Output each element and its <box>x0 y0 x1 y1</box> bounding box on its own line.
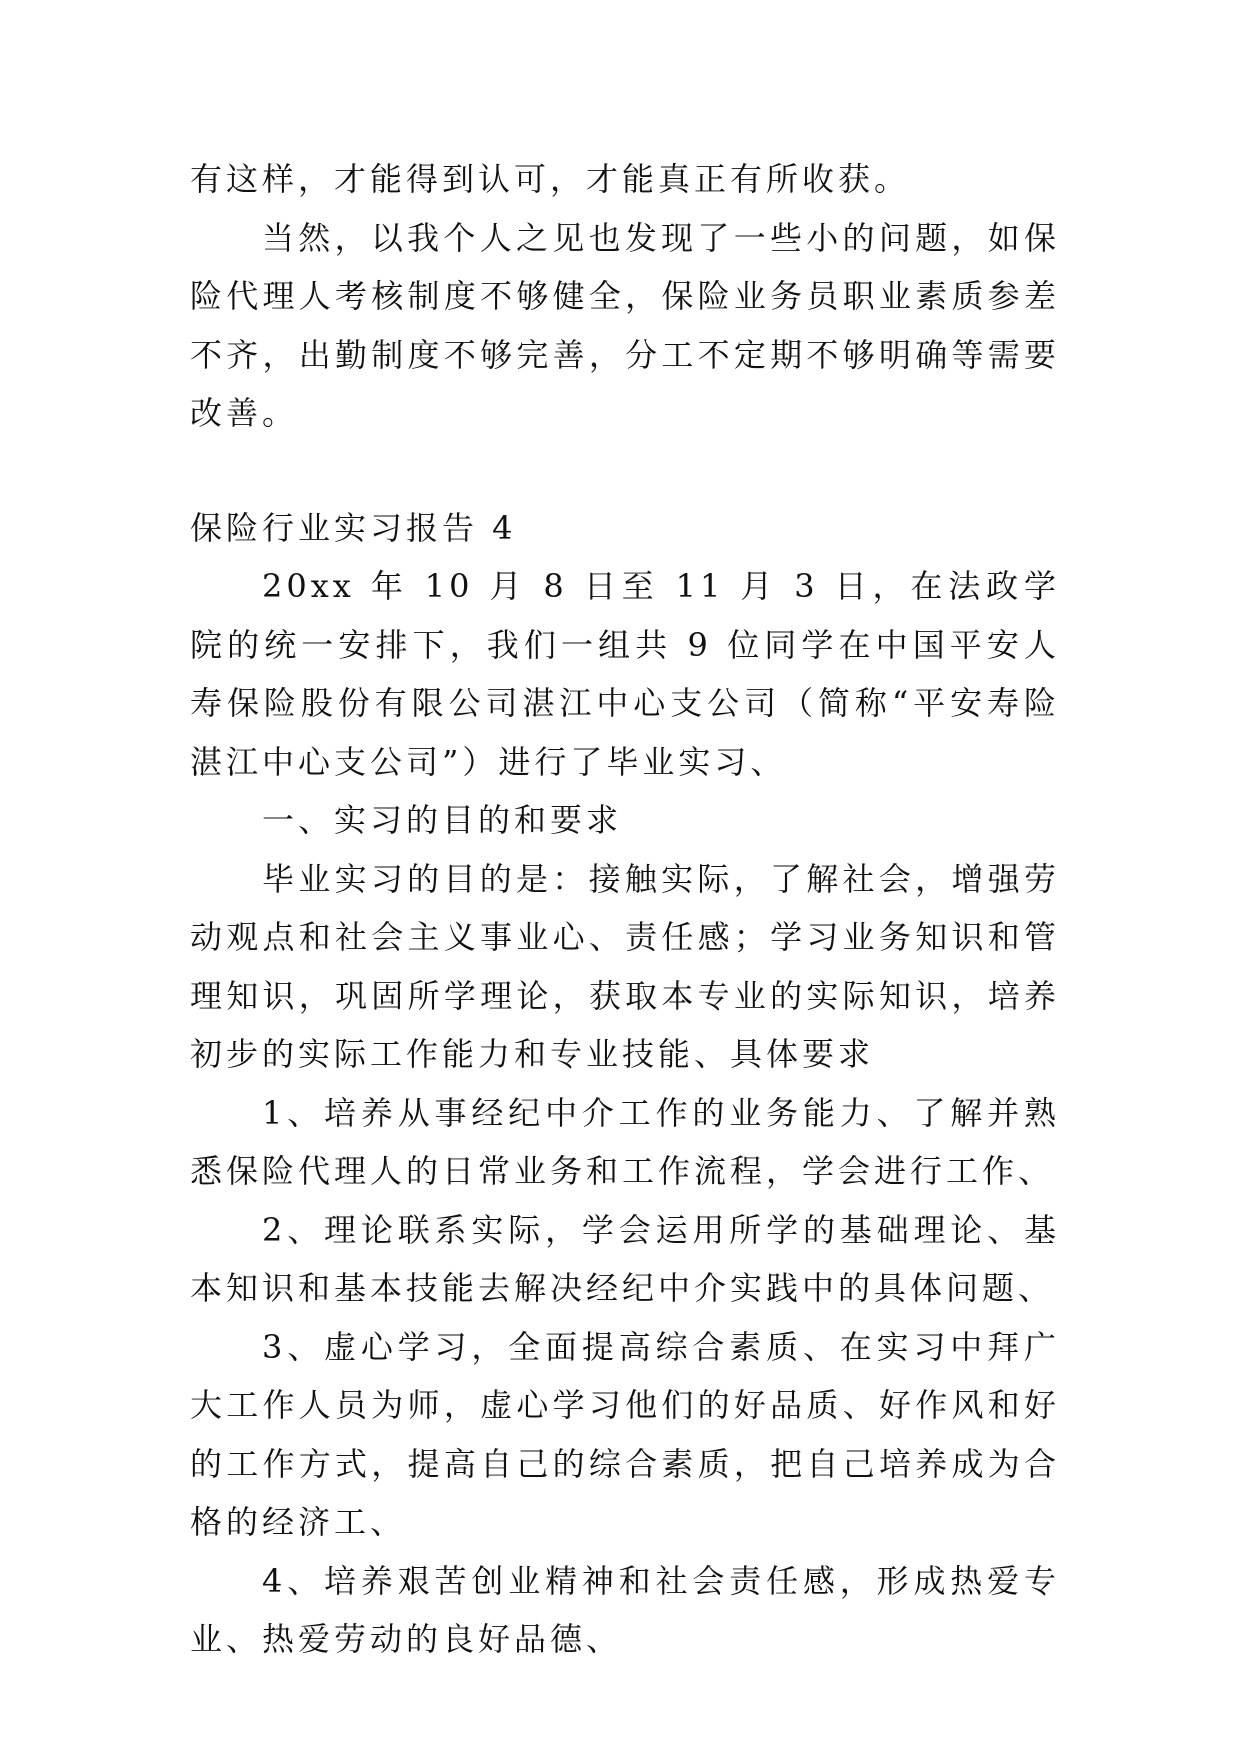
paragraph-purpose: 毕业实习的目的是：接触实际，了解社会，增强劳动观点和社会主义事业心、责任感；学习业务知识和管理知识，巩固所学理论，获取本专业的实际知识，培养初步的实际工作能力和专业技能、具体要求 <box>190 859 1060 1073</box>
continued-paragraph: 有这样，才能得到认可，才能真正有所收获。 <box>190 160 911 198</box>
requirement-item-1: 1、培养从事经纪中介工作的业务能力、了解并熟悉保险代理人的日常业务和工作流程，学会进行工作、 <box>190 1093 1060 1190</box>
requirement-item-4: 4、培养艰苦创业精神和社会责任感，形成热爱专业、热爱劳动的良好品德、 <box>190 1561 1060 1658</box>
issues-paragraph: 当然，以我个人之见也发现了一些小的问题，如保险代理人考核制度不够健全，保险业务员职业素质参差不齐，出勤制度不够完善，分工不定期不够明确等需要改善。 <box>190 218 1060 432</box>
section-title: 保险行业实习报告 4 <box>190 508 517 547</box>
subheading-purpose-requirements: 一、实习的目的和要求 <box>262 801 623 839</box>
requirement-item-3: 3、虚心学习，全面提高综合素质、在实习中拜广大工作人员为师，虚心学习他们的好品质、好作风和好的工作方式，提高自己的综合素质，把自己培养成为合格的经济工、 <box>190 1327 1060 1541</box>
requirement-item-2: 2、理论联系实际，学会运用所学的基础理论、基本知识和基本技能去解决经纪中介实践中的具体问题、 <box>190 1210 1060 1307</box>
paragraph-internship-period: 20xx 年 10 月 8 日至 11 月 3 日，在法政学院的统一安排下，我们一组共 9 位同学在中国平安人寿保险股份有限公司湛江中心支公司（简称“平安寿险湛江中心支公司”）进行了毕业实习、 <box>190 567 1060 781</box>
document-body <box>190 150 1060 1669</box>
